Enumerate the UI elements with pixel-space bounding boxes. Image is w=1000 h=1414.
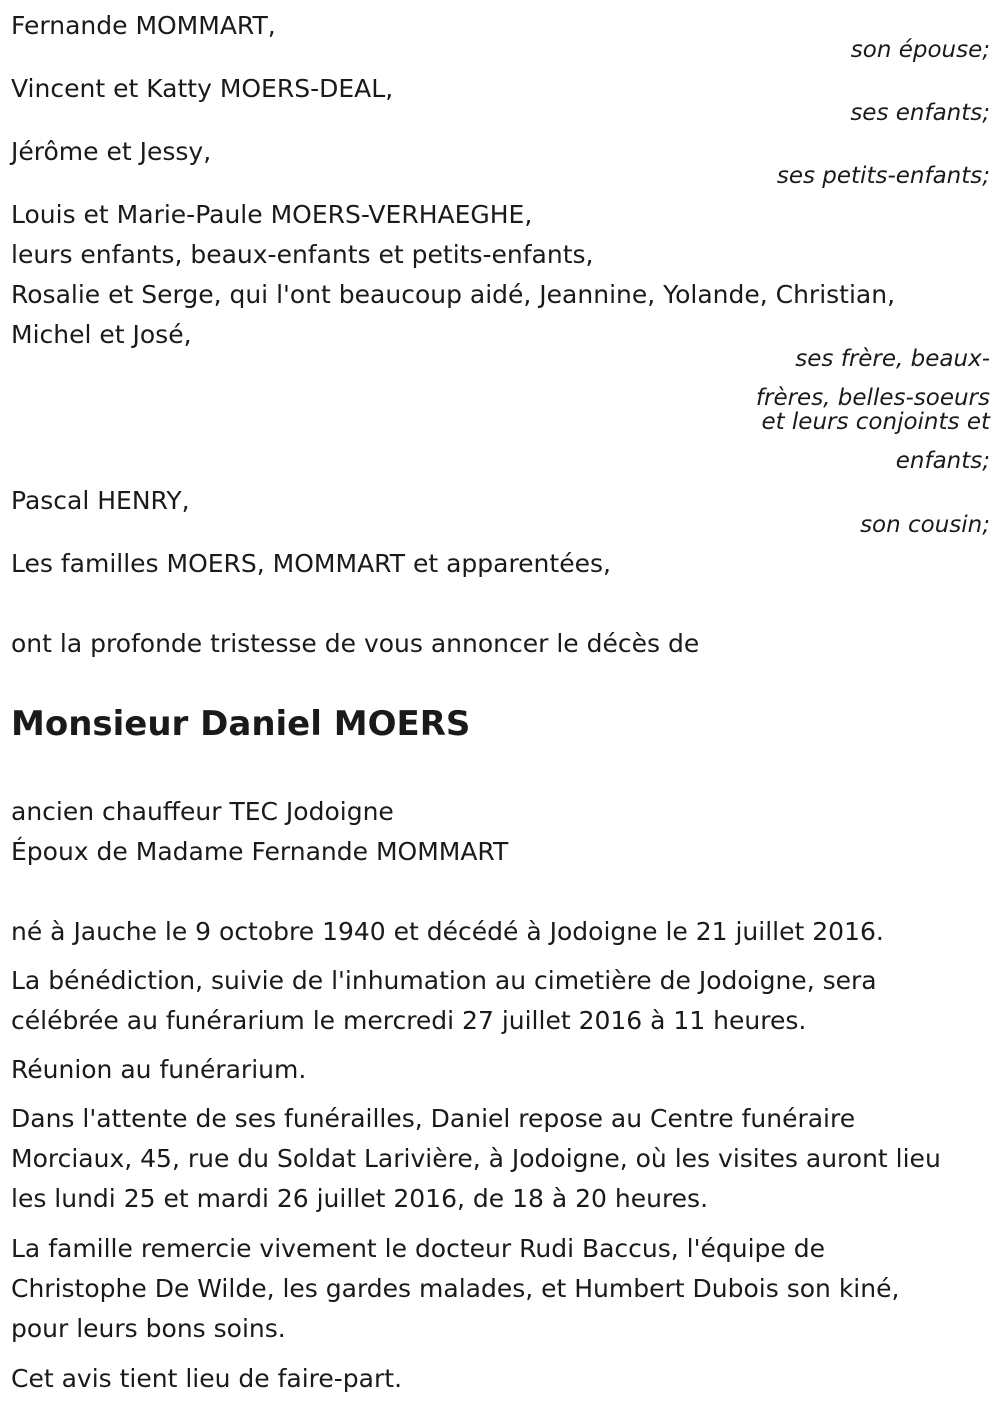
grandchildren-name: Jérôme et Jessy, (11, 137, 212, 166)
ceremony-line: célébrée au funérarium le mercredi 27 juillet 2016 à 11 heures. (11, 1006, 807, 1035)
thanks-line: pour leurs bons soins. (11, 1314, 286, 1343)
spouse-relation: son épouse; (850, 37, 990, 63)
reunion-line: Réunion au funérarium. (11, 1055, 307, 1084)
closing-line: Cet avis tient lieu de faire-part. (11, 1364, 403, 1393)
siblings-relation-line: frères, belles-soeurs (755, 385, 990, 411)
siblings-relation-line: ses frère, beaux- (795, 346, 990, 372)
announcement-text: ont la profonde tristesse de vous annoncer le décès de (11, 629, 700, 658)
siblings-line: Louis et Marie-Paule MOERS-VERHAEGHE, (11, 200, 533, 229)
spouse-of-line: Époux de Madame Fernande MOMMART (11, 837, 509, 866)
siblings-line: Michel et José, (11, 320, 192, 349)
siblings-line: Rosalie et Serge, qui l'ont beaucoup aidé, Jeannine, Yolande, Christian, (11, 280, 896, 309)
cousin-relation: son cousin; (860, 512, 990, 538)
siblings-relation-line: enfants; (895, 448, 990, 474)
spouse-name: Fernande MOMMART, (11, 11, 276, 40)
families-line: Les familles MOERS, MOMMART et apparentées, (11, 549, 611, 578)
siblings-line: leurs enfants, beaux-enfants et petits-enfants, (11, 240, 594, 269)
visits-line: Morciaux, 45, rue du Soldat Larivière, à Jodoigne, où les visites auront lieu (11, 1144, 941, 1173)
thanks-line: La famille remercie vivement le docteur Rudi Baccus, l'équipe de (11, 1234, 825, 1263)
occupation-line: ancien chauffeur TEC Jodoigne (11, 797, 394, 826)
thanks-line: Christophe De Wilde, les gardes malades, et Humbert Dubois son kiné, (11, 1274, 900, 1303)
cousin-name: Pascal HENRY, (11, 486, 190, 515)
siblings-relation-line: et leurs conjoints et (761, 409, 990, 435)
children-relation: ses enfants; (850, 100, 990, 126)
deceased-name: Monsieur Daniel MOERS (11, 704, 471, 744)
birth-death-line: né à Jauche le 9 octobre 1940 et décédé à Jodoigne le 21 juillet 2016. (11, 917, 884, 946)
visits-line: les lundi 25 et mardi 26 juillet 2016, de 18 à 20 heures. (11, 1184, 709, 1213)
grandchildren-relation: ses petits-enfants; (776, 163, 990, 189)
ceremony-line: La bénédiction, suivie de l'inhumation au cimetière de Jodoigne, sera (11, 966, 877, 995)
children-name: Vincent et Katty MOERS-DEAL, (11, 74, 394, 103)
visits-line: Dans l'attente de ses funérailles, Daniel repose au Centre funéraire (11, 1104, 856, 1133)
